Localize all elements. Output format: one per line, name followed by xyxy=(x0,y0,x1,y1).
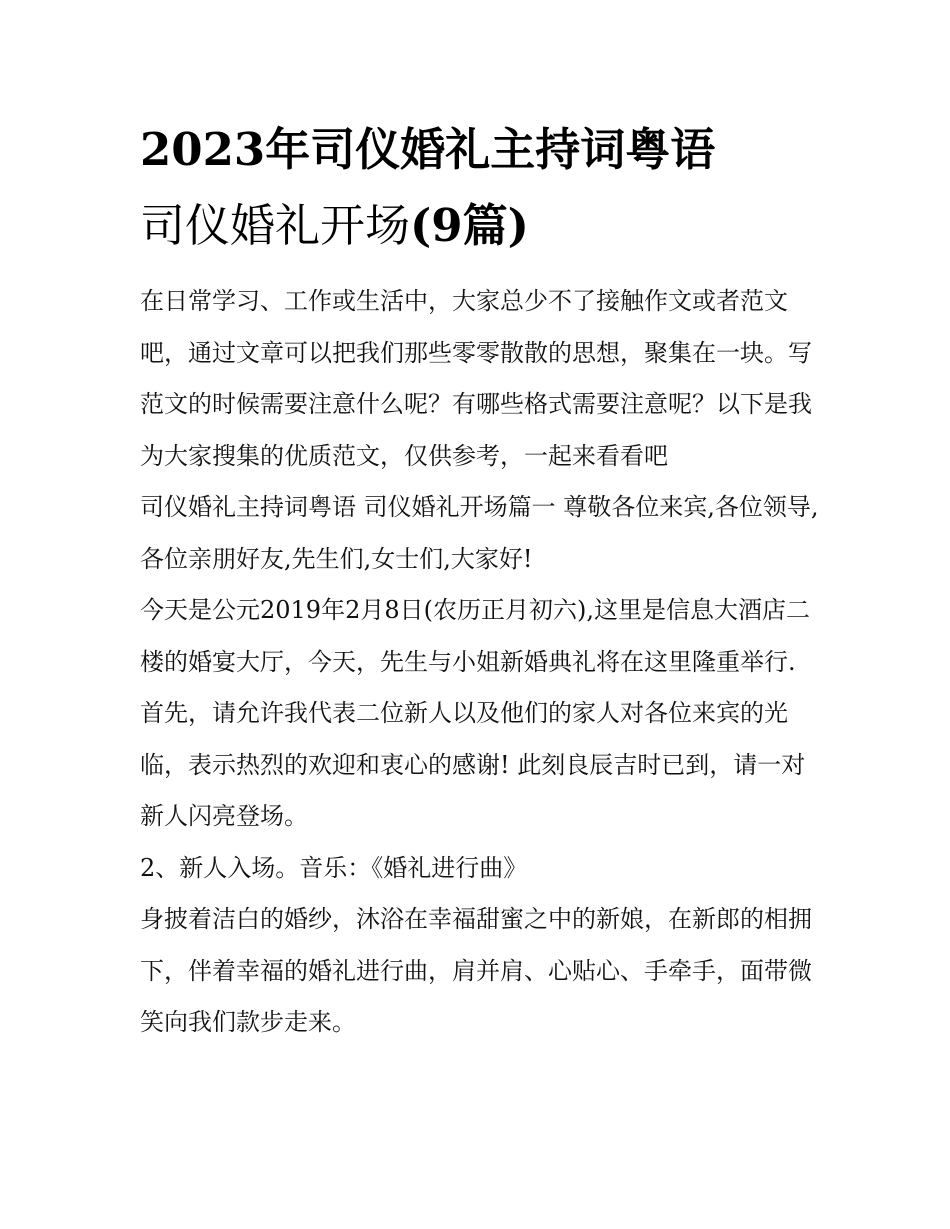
title-line-1: 2023年司仪婚礼主持词粤语 xyxy=(140,123,716,176)
entrance-heading-paragraph: 2、新人入场。音乐：《婚礼进行曲》 xyxy=(140,853,528,882)
welcome-paragraph: 首先，请允许我代表二位新人以及他们的家人对各位来宾的光临，表示热烈的欢迎和衷心的感谢! 此刻良辰吉时已到，请一对新人闪亮登场。 xyxy=(140,699,806,830)
title-line-2-count: (9篇) xyxy=(410,199,529,252)
title-line-2-text: 司仪婚礼开场 xyxy=(140,199,411,252)
document-body xyxy=(140,276,820,1049)
date-venue-paragraph: 今天是公元2019年2月8日(农历正月初六),这里是信息大酒店二楼的婚宴大厅，今天，先生与小姐新婚典礼将在这里隆重举行. xyxy=(140,596,810,676)
intro-paragraph: 在日常学习、工作或生活中，大家总少不了接触作文或者范文吧，通过文章可以把我们那些零零散散的思想，聚集在一块。写范文的时候需要注意什么呢？有哪些格式需要注意呢？以下是我为大家搜集的优质范文，仅供参考，一起来看看吧 xyxy=(140,287,812,470)
section-one-paragraph: 司仪婚礼主持词粤语 司仪婚礼开场篇一 尊敬各位来宾,各位领导,各位亲朋好友,先生们,女士们,大家好! xyxy=(140,493,819,573)
document-title xyxy=(140,112,820,264)
title-line-2 xyxy=(140,188,820,264)
bride-paragraph: 身披着洁白的婚纱，沐浴在幸福甜蜜之中的新娘，在新郎的相拥下，伴着幸福的婚礼进行曲，肩并肩、心贴心、手牵手，面带微笑向我们款步走来。 xyxy=(140,905,812,1036)
